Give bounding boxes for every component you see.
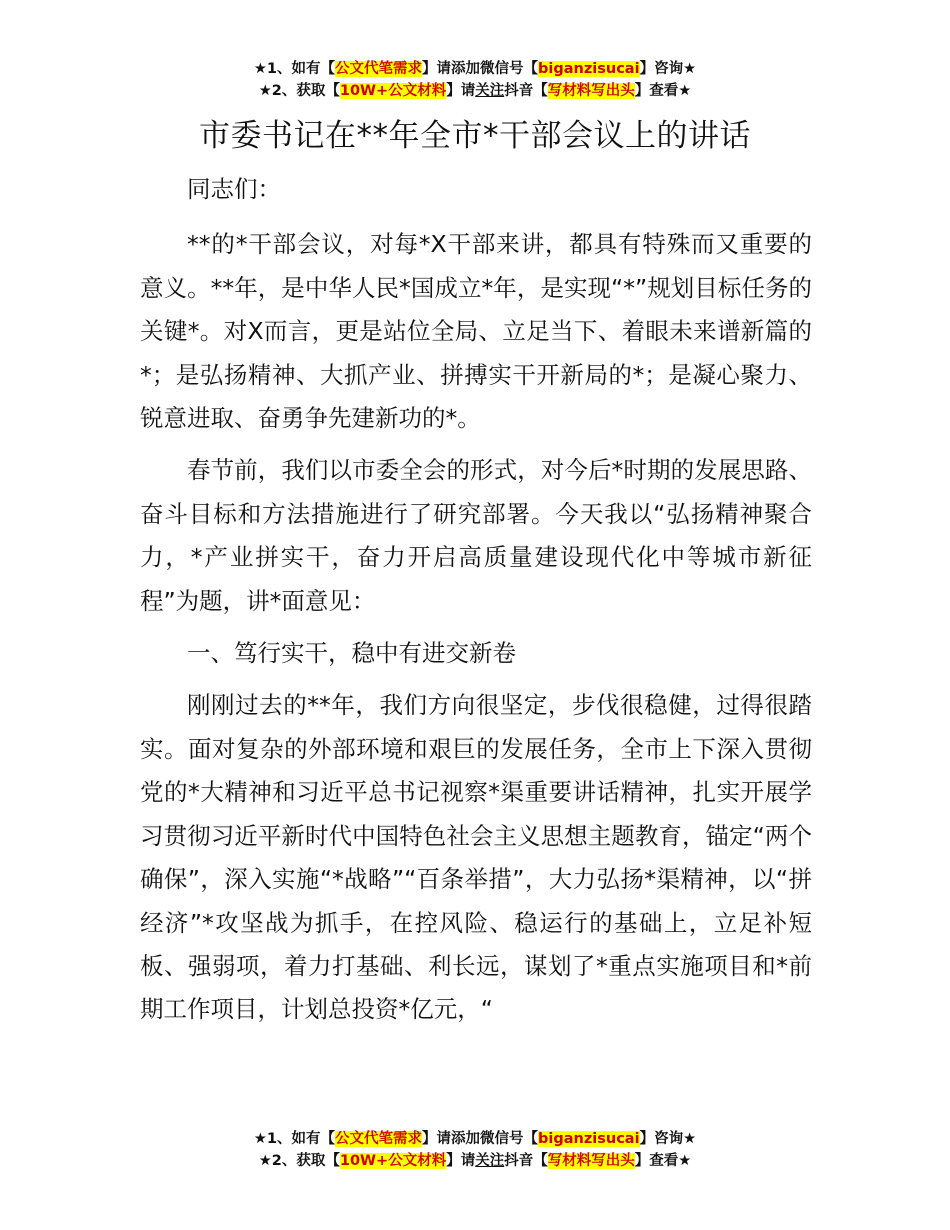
header-banner (0, 58, 950, 102)
banner-highlight: biganzisucai (538, 61, 640, 77)
section-heading: 一、笃行实干，稳中有进交新卷 (187, 639, 516, 668)
banner-highlight: biganzisucai (538, 1131, 640, 1147)
banner-line-1: ★1、如有【公文代笔需求】请添加微信号【biganzisucai】咨询★ (253, 1131, 697, 1147)
banner-emphasis: 添加 (451, 1131, 481, 1147)
document-body (140, 168, 812, 1041)
banner-highlight: 写材料写出头 (547, 83, 635, 99)
banner-highlight: 公文代笔需求 (335, 1131, 423, 1147)
banner-highlight: 10W+公文材料 (339, 1153, 447, 1169)
banner-highlight: 公文代笔需求 (335, 61, 423, 77)
banner-emphasis: 添加 (451, 61, 481, 77)
document-title: 市委书记在**年全市*干部会议上的讲话 (199, 118, 751, 154)
banner-line-2: ★2、获取【10W+公文材料】请关注抖音【写材料写出头】查看★ (258, 83, 692, 99)
salutation: 同志们： (187, 175, 281, 203)
banner-emphasis: 关注 (475, 1153, 505, 1169)
paragraph: 春节前，我们以市委全会的形式，对今后*时期的发展思路、奋斗目标和方法措施进行了研究部署。今天我以“弘扬精神聚合力，*产业拼实干，奋力开启高质量建设现代化中等城市新征程”为题，讲*面意见： (140, 456, 812, 615)
paragraph: **的*干部会议，对每*X干部来讲，都具有特殊而又重要的意义。**年，是中华人民*国成立*年，是实现“*”规划目标任务的关键*。对X而言，更是站位全局、立足当下、着眼未来谱新篇的*；是弘扬精神、大抓产业、拼搏实干开新局的*；是凝心聚力、锐意进取、奋勇争先建新功的*。 (140, 230, 812, 433)
paragraph: 刚刚过去的**年，我们方向很坚定，步伐很稳健，过得很踏实。面对复杂的外部环境和艰巨的发展任务，全市上下深入贯彻党的*大精神和习近平总书记视察*渠重要讲话精神，扎实开展学习贯彻习近平新时代中国特色社会主义思想主题教育，锚定“两个确保”，深入实施“*战略”“百条举措”，大力弘扬*渠精神，以“拼经济”*攻坚战为抓手，在控风险、稳运行的基础上，立足补短板、强弱项，着力打基础、利长远，谋划了*重点实施项目和*前期工作项目，计划总投资*亿元，“ (140, 691, 812, 1024)
banner-line-1: ★1、如有【公文代笔需求】请添加微信号【biganzisucai】咨询★ (253, 61, 697, 77)
banner-highlight: 10W+公文材料 (339, 83, 447, 99)
banner-highlight: 写材料写出头 (547, 1153, 635, 1169)
banner-line-2: ★2、获取【10W+公文材料】请关注抖音【写材料写出头】查看★ (258, 1153, 692, 1169)
footer-banner (0, 1128, 950, 1172)
banner-emphasis: 关注 (475, 83, 505, 99)
